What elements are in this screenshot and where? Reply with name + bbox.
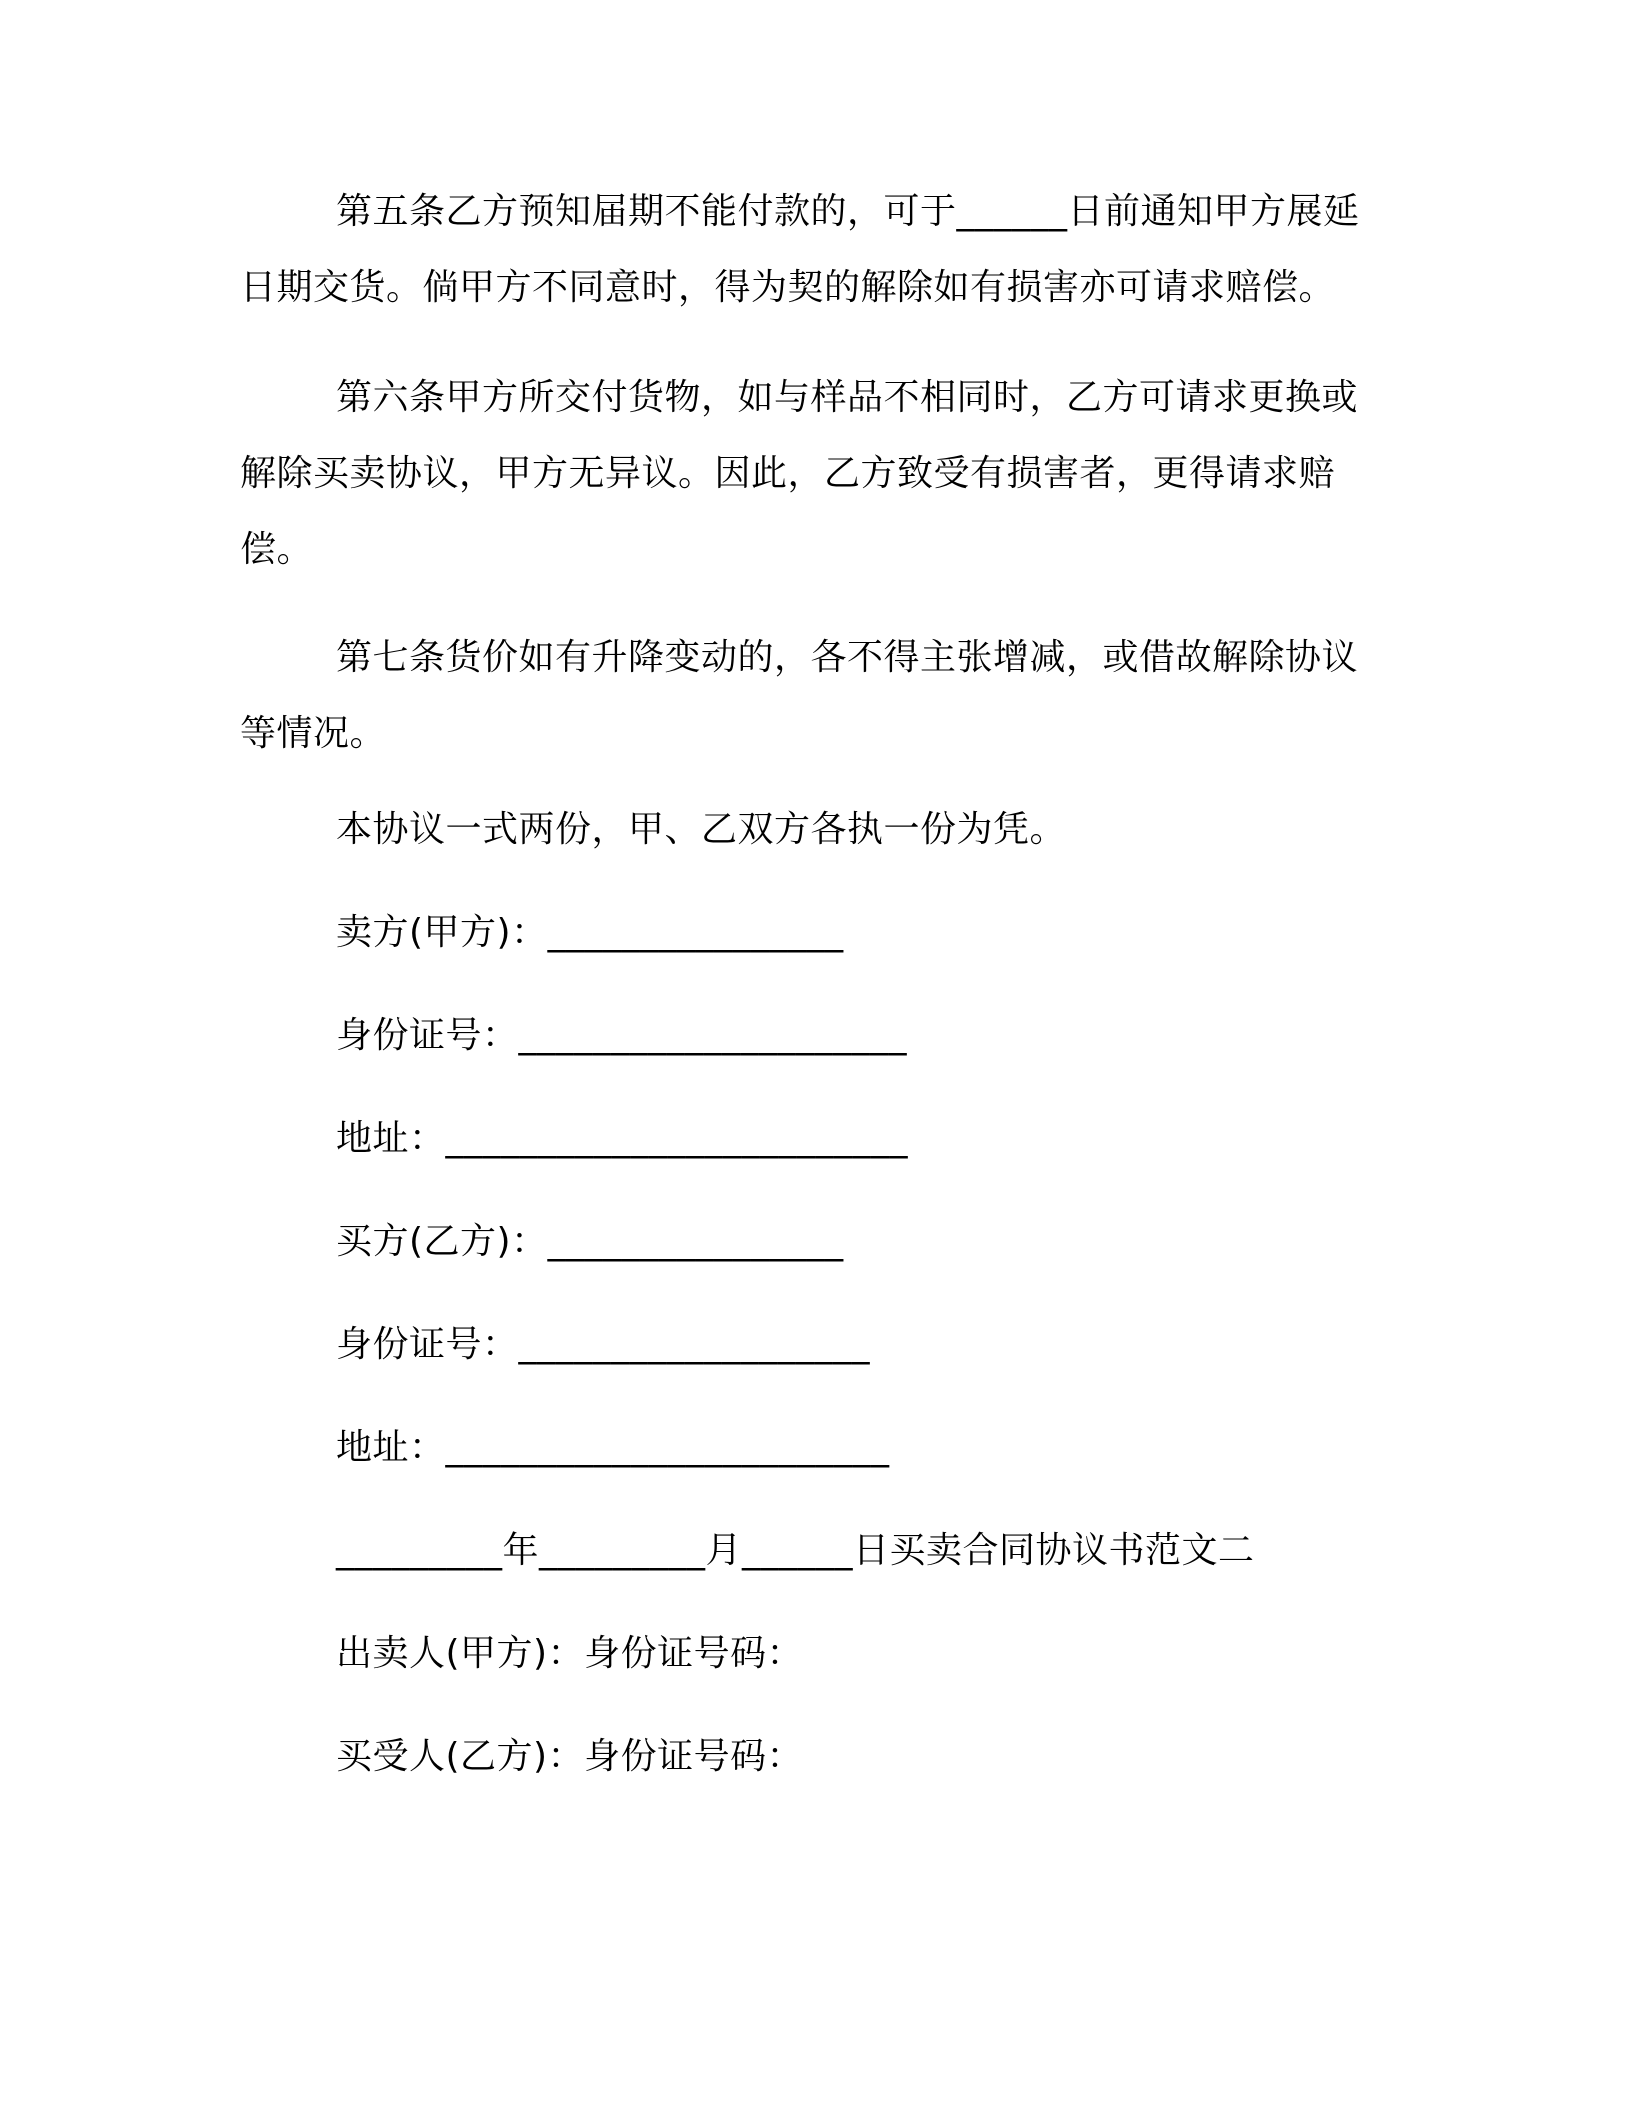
clause-6-paragraph: 第六条甲方所交付货物，如与样品不相同时，乙方可请求更换或解除买卖协议，甲方无异议。因此，乙方致受有损害者，更得请求赔偿。 — [240, 377, 1359, 570]
date-and-title-line: _________年_________月______日买卖合同协议书范文二 — [336, 1530, 1255, 1571]
clause-5-paragraph: 第五条乙方预知届期不能付款的，可于______日前通知甲方展延日期交货。倘甲方不同意时，得为契的解除如有损害亦可请求赔偿。 — [240, 191, 1360, 308]
seller-id-number-line: 身份证号：_____________________ — [336, 1015, 908, 1056]
seller-signature-line: 卖方(甲方)：________________ — [336, 912, 844, 953]
seller-party-line: 出卖人(甲方)：身份证号码： — [336, 1633, 804, 1674]
clause-7-paragraph: 第七条货价如有升降变动的，各不得主张增减，或借故解除协议等情况。 — [240, 637, 1359, 754]
buyer-party-line: 买受人(乙方)：身份证号码： — [336, 1736, 804, 1777]
buyer-signature-line: 买方(乙方)：________________ — [336, 1221, 844, 1262]
seller-address-line: 地址：_________________________ — [336, 1118, 909, 1159]
buyer-address-line: 地址：________________________ — [336, 1427, 890, 1468]
buyer-id-number-line: 身份证号：___________________ — [336, 1324, 871, 1365]
copies-statement: 本协议一式两份，甲、乙双方各执一份为凭。 — [336, 809, 1067, 850]
